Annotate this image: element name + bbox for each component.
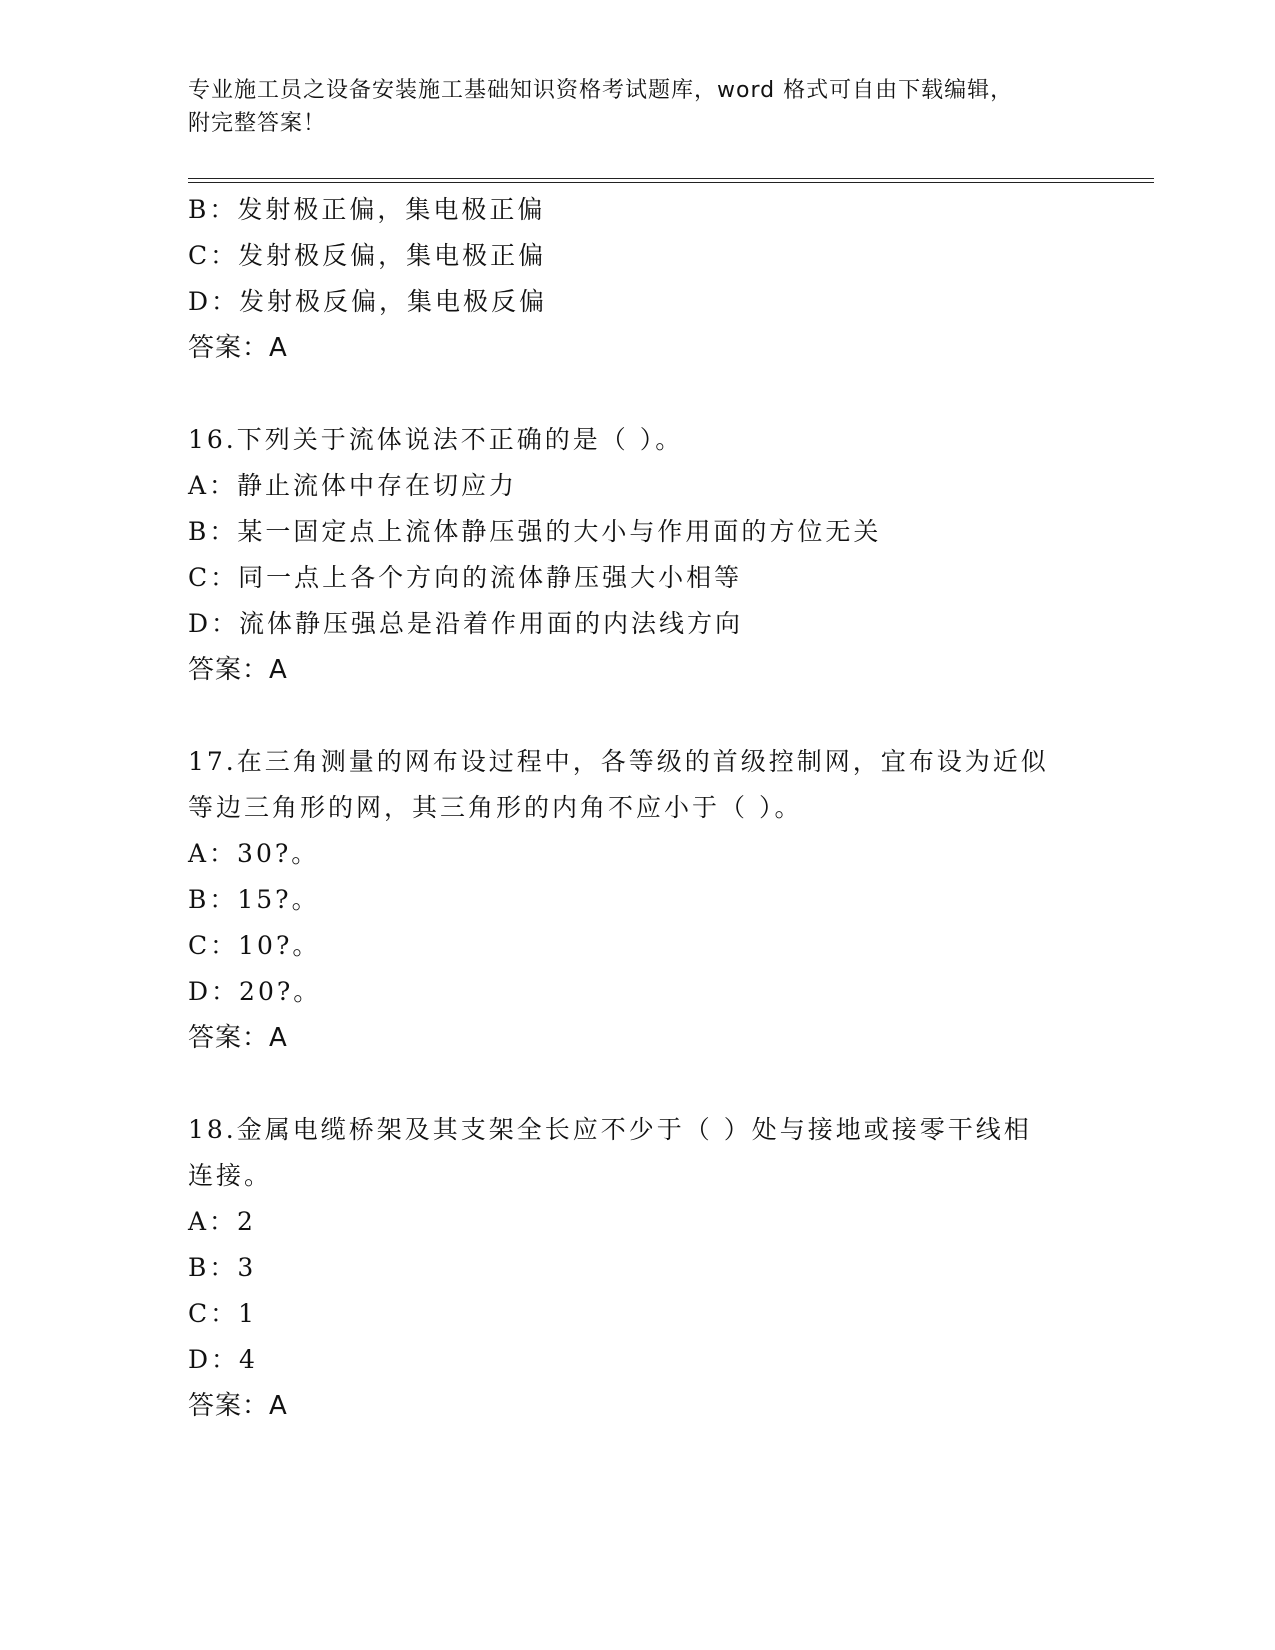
option-b: B：3	[188, 1253, 257, 1282]
document-header	[188, 74, 1068, 140]
header-divider	[188, 178, 1154, 183]
answer: 答案：A	[188, 333, 288, 363]
question-stem: 16.下列关于流体说法不正确的是（ ）。	[188, 425, 684, 454]
option-c: C：1	[188, 1299, 258, 1328]
header-line-1: 专业施工员之设备安装施工基础知识资格考试题库，word 格式可自由下载编辑，	[188, 78, 1014, 103]
question-stem-line-2: 连接。	[188, 1161, 273, 1190]
option-c: C：同一点上各个方向的流体静压强大小相等	[188, 563, 743, 592]
option-c: C：10?。	[188, 931, 321, 960]
question-stem-line-1: 17.在三角测量的网布设过程中，各等级的首级控制网，宜布设为近似	[188, 747, 1049, 776]
question-17	[188, 739, 1118, 1061]
spacer	[188, 693, 1118, 739]
option-a: A：静止流体中存在切应力	[188, 471, 518, 500]
spacer	[188, 1061, 1118, 1107]
option-b: B：某一固定点上流体静压强的大小与作用面的方位无关	[188, 517, 882, 546]
question-stem-line-2: 等边三角形的网，其三角形的内角不应小于（ ）。	[188, 793, 803, 822]
spacer	[188, 371, 1118, 417]
option-c: C：发射极反偏，集电极正偏	[188, 241, 547, 270]
option-d: D：4	[188, 1345, 258, 1374]
option-d: D：流体静压强总是沿着作用面的内法线方向	[188, 609, 744, 638]
answer: 答案：A	[188, 1391, 288, 1421]
question-15-continued	[188, 187, 1118, 371]
answer: 答案：A	[188, 655, 288, 685]
document-body	[188, 187, 1118, 1429]
option-d: D：发射极反偏，集电极反偏	[188, 287, 548, 316]
option-d: D：20?。	[188, 977, 322, 1006]
answer: 答案：A	[188, 1023, 288, 1053]
option-b: B：发射极正偏，集电极正偏	[188, 195, 546, 224]
question-stem-line-1: 18.金属电缆桥架及其支架全长应不少于（ ）处与接地或接零干线相	[188, 1115, 1032, 1144]
header-line-2: 附完整答案！	[188, 111, 327, 136]
question-18	[188, 1107, 1118, 1429]
option-a: A：30?。	[188, 839, 320, 868]
option-a: A：2	[188, 1207, 256, 1236]
question-16	[188, 417, 1118, 693]
option-b: B：15?。	[188, 885, 320, 914]
